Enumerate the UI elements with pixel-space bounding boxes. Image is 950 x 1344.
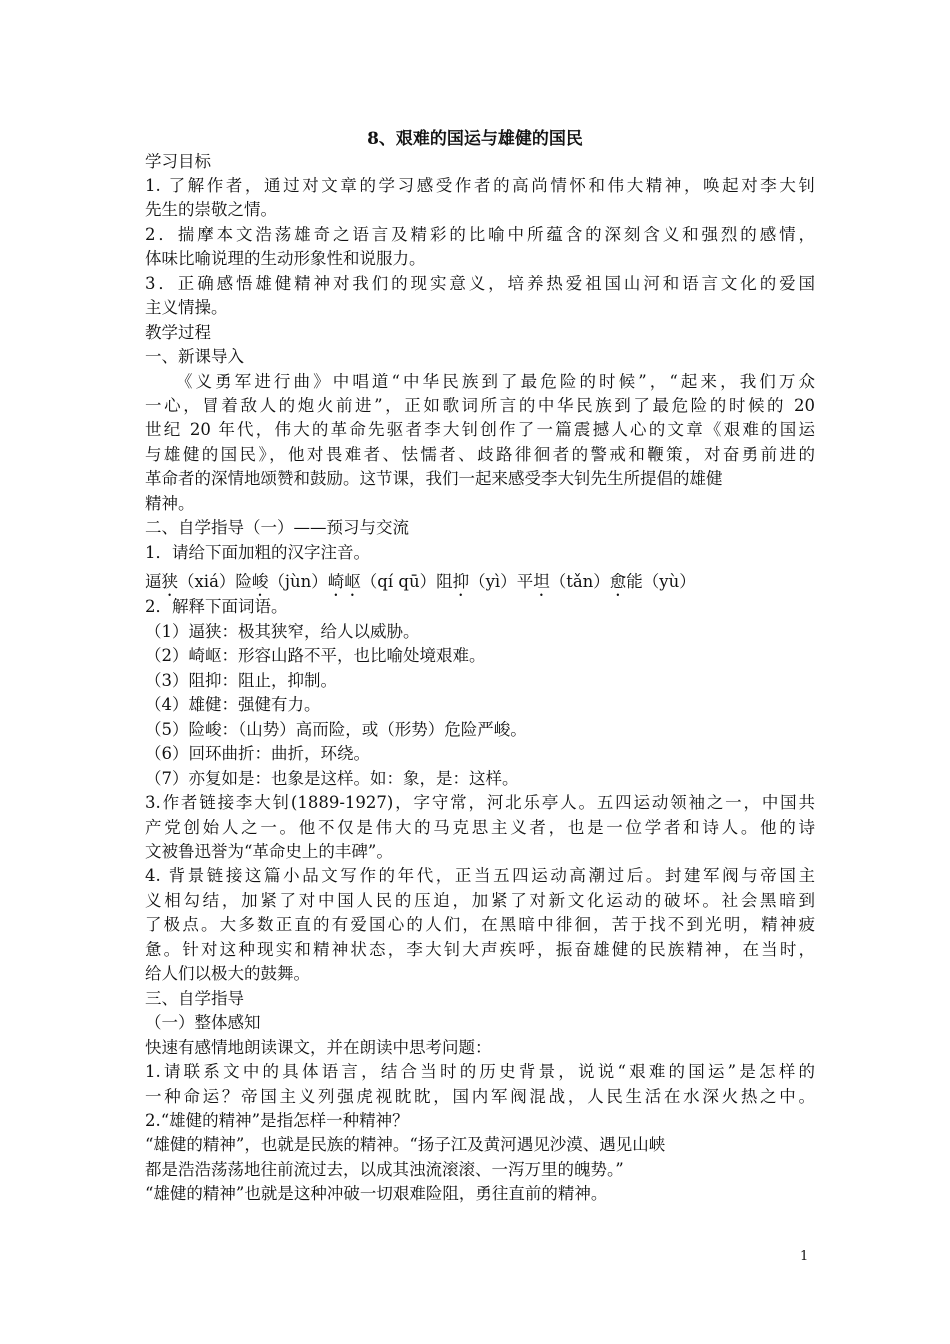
text-line: 产党创始人之一。他不仅是伟大的马克思主义者，也是一位学者和诗人。他的诗: [145, 818, 815, 837]
text-line: 都是浩浩荡荡地往前流过去，以成其浊流滚滚、一泻万里的魄势。”: [145, 1160, 624, 1179]
text-line: 义相勾结，加紧了对中国人民的压迫，加紧了对新文化运动的破坏。社会黑暗到: [145, 891, 815, 910]
text-line: 先生的崇敬之情。: [145, 200, 277, 219]
text-line: （5）险峻：（山势）高而险，或（形势）危险严峻。: [145, 720, 527, 739]
text-line: 2．解释下面词语。: [145, 597, 288, 616]
text-line: 二、自学指导（一）——预习与交流: [145, 518, 409, 537]
text-line: 2．揣摩本文浩荡雄奇之语言及精彩的比喻中所蕴含的深刻含义和强烈的感情，: [145, 225, 815, 244]
text-line: 与雄健的国民》，他对畏难者、怯懦者、歧路徘徊者的警戒和鞭策，对奋勇前进的: [145, 445, 815, 464]
text-line: 三、自学指导: [145, 989, 244, 1008]
text-segment: 阻: [436, 572, 453, 591]
text-segment: 险: [235, 572, 252, 591]
text-segment: （qí qū）: [360, 572, 437, 591]
text-line: 快速有感情地朗读课文，并在朗读中思考问题：: [145, 1038, 492, 1057]
text-line: （2）崎岖：形容山路不平，也比喻处境艰难。: [145, 646, 486, 665]
emphasized-char: 狭: [161, 572, 178, 591]
text-line: 《义勇军进行曲》中唱道“中华民族到了最危险的时候”，“起来，我们万众: [145, 372, 815, 391]
text-line: （4）雄健：强健有力。: [145, 695, 321, 714]
text-line: 给人们以极大的鼓舞。: [145, 964, 310, 983]
page-title: 8、艰难的国运与雄健的国民: [367, 129, 583, 149]
text-line: 1．请给下面加粗的汉字注音。: [145, 543, 370, 562]
text-line: 2.“雄健的精神”是指怎样一种精神？: [145, 1111, 409, 1130]
text-line: （一）整体感知: [145, 1013, 261, 1032]
text-line: 文被鲁迅誉为“革命史上的丰碑”。: [145, 842, 393, 861]
text-segment: （xiá）: [178, 572, 236, 591]
text-line: （3）阻抑：阻止，抑制。: [145, 671, 337, 690]
text-segment: 平: [516, 572, 534, 591]
text-line: 1.请联系文中的具体语言，结合当时的历史背景，说说“艰难的国运”是怎样的: [145, 1062, 815, 1081]
text-line: （6）回环曲折：曲折，环绕。: [145, 744, 370, 763]
emphasized-char: 抑: [452, 572, 470, 591]
emphasized-char: 岖: [344, 572, 361, 591]
emphasized-char: 崎: [327, 572, 345, 591]
text-line: 精神。: [145, 494, 195, 513]
text-line: （7）亦复如是：也象是这样。如：象，是：这样。: [145, 769, 519, 788]
text-line: 3.作者链接李大钊(1889-1927)，字守常，河北乐亭人。五四运动领袖之一，中国共: [145, 793, 815, 812]
text-line: “雄健的精神”，也就是民族的精神。“扬子江及黄河遇见沙漠、遇见山峡: [145, 1135, 666, 1154]
text-segment: （yì）: [469, 572, 517, 591]
emphasized-char: 坦: [533, 572, 550, 591]
text-segment: 逼: [145, 572, 162, 591]
text-line: 教学过程: [145, 323, 211, 342]
text-line: 一、新课导入: [145, 347, 244, 366]
text-line: 了极点。大多数正直的有爱国心的人们，在黑暗中徘徊，苦于找不到光明，精神疲: [145, 915, 815, 934]
emphasized-char: 峻: [251, 572, 269, 591]
text-line: 惫。针对这种现实和精神状态，李大钊大声疾呼，振奋雄健的民族精神，在当时，: [145, 940, 815, 959]
page-number: 1: [800, 1249, 809, 1264]
text-line: 学习目标: [145, 152, 211, 171]
text-line: 世纪 20 年代，伟大的革命先驱者李大钊创作了一篇震撼人心的文章《艰难的国运: [145, 420, 815, 439]
text-segment: （tǎn）: [549, 572, 610, 591]
text-segment: （jùn）: [268, 572, 328, 591]
text-line: 3．正确感悟雄健精神对我们的现实意义，培养热爱祖国山河和语言文化的爱国: [145, 274, 815, 293]
text-line: 一种命运？帝国主义列强虎视眈眈，国内军阀混战，人民生活在水深火热之中。: [145, 1087, 815, 1106]
emphasized-char: 愈: [609, 572, 627, 591]
text-line: 一心，冒着敌人的炮火前进”，正如歌词所言的中华民族到了最危险的时候的 20: [145, 396, 815, 415]
text-line: 体味比喻说理的生动形象性和说服力。: [145, 249, 426, 268]
text-line: 主义情操。: [145, 298, 228, 317]
text-line: （1）逼狭：极其狭窄，给人以威胁。: [145, 622, 420, 641]
text-segment: 能（yù）: [626, 572, 696, 591]
text-line: 4. 背景链接这篇小品文写作的年代，正当五四运动高潮过后。封建军阀与帝国主: [145, 866, 815, 885]
text-line: “雄健的精神”也就是这种冲破一切艰难险阻，勇往直前的精神。: [145, 1184, 608, 1203]
text-line: 革命者的深情地颂赞和鼓励。这节课，我们一起来感受李大钊先生所提倡的雄健: [145, 469, 723, 488]
text-line: 1. 了解作者，通过对文章的学习感受作者的高尚情怀和伟大精神，唤起对李大钊: [145, 176, 815, 195]
